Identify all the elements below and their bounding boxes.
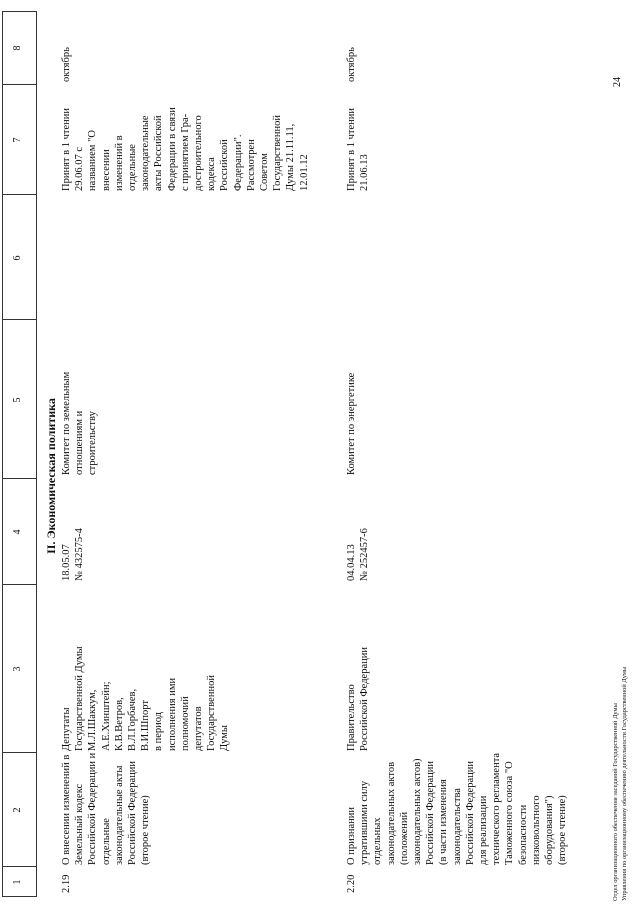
row-number: 2.20 (346, 874, 357, 893)
column-number-1: 1 (12, 879, 23, 885)
column-number-3: 3 (12, 666, 23, 672)
footer-line-2: Управления по организационному обеспечению деятельности Государственной Думы (620, 666, 628, 901)
row-number: 2.19 (61, 874, 72, 893)
bill-date-number: 04.04.13 № 252457-6 (346, 528, 371, 581)
column-number-6: 6 (12, 255, 23, 261)
column-number-8: 8 (12, 45, 23, 51)
column-number-7: 7 (12, 137, 23, 143)
bill-date-number: 18.05.07 № 432575-4 (61, 528, 86, 581)
responsible-committee: Комитет по земельным отношениям и строительству (61, 371, 99, 475)
section-title: II. Экономическая политика (44, 398, 58, 554)
bill-status: Принят в 1 чтении 29.06.07 с названием "О внесении изменений в отдельные законодательные акты Российской Федерации в связи с принятием Гра- достроительного кодекса Российской Федерации". Рассмотрен Советом Государственной Думы 21.11.11, 12.01.12 (61, 107, 310, 191)
column-number-4: 4 (12, 529, 23, 535)
planned-month: октябрь (346, 47, 357, 82)
planned-month: октябрь (61, 47, 72, 82)
bill-initiator: Депутаты Государственной Думы М.Л.Шаккум, А.Е.Хинштейн; К.В.Ветров, В.Л.Горбачев, В.И.Шпорт в период исполнения ими полномочий депутатов Государственной Думы (61, 646, 231, 751)
footer-line-1: Отдел организационного обеспечения заседаний Государственной Думы (612, 703, 619, 901)
column-number-2: 2 (12, 807, 23, 813)
footer (612, 667, 629, 901)
responsible-committee: Комитет по энергетике (346, 372, 357, 475)
column-number-5: 5 (12, 397, 23, 403)
bill-initiator: Правительство Российской Федерации (346, 647, 371, 751)
bill-title: О внесении изменений в Земельный кодекс Российской Федерации и отдельные законодательные акты Российской Федерации (второе чтение) (61, 752, 152, 865)
page-number: 24 (612, 77, 623, 87)
bill-title: О признании утратившими силу отдельных законодательных актов (положений законодательных актов) Российской Федерации (в части изменения законодательства Российской Федерации для реализации технического регламента Таможенного союза "О безопасности низковольтного оборудования") (второе чтение) (346, 752, 569, 865)
bill-status: Принят в 1 чтении 21.06.13 (346, 108, 371, 191)
